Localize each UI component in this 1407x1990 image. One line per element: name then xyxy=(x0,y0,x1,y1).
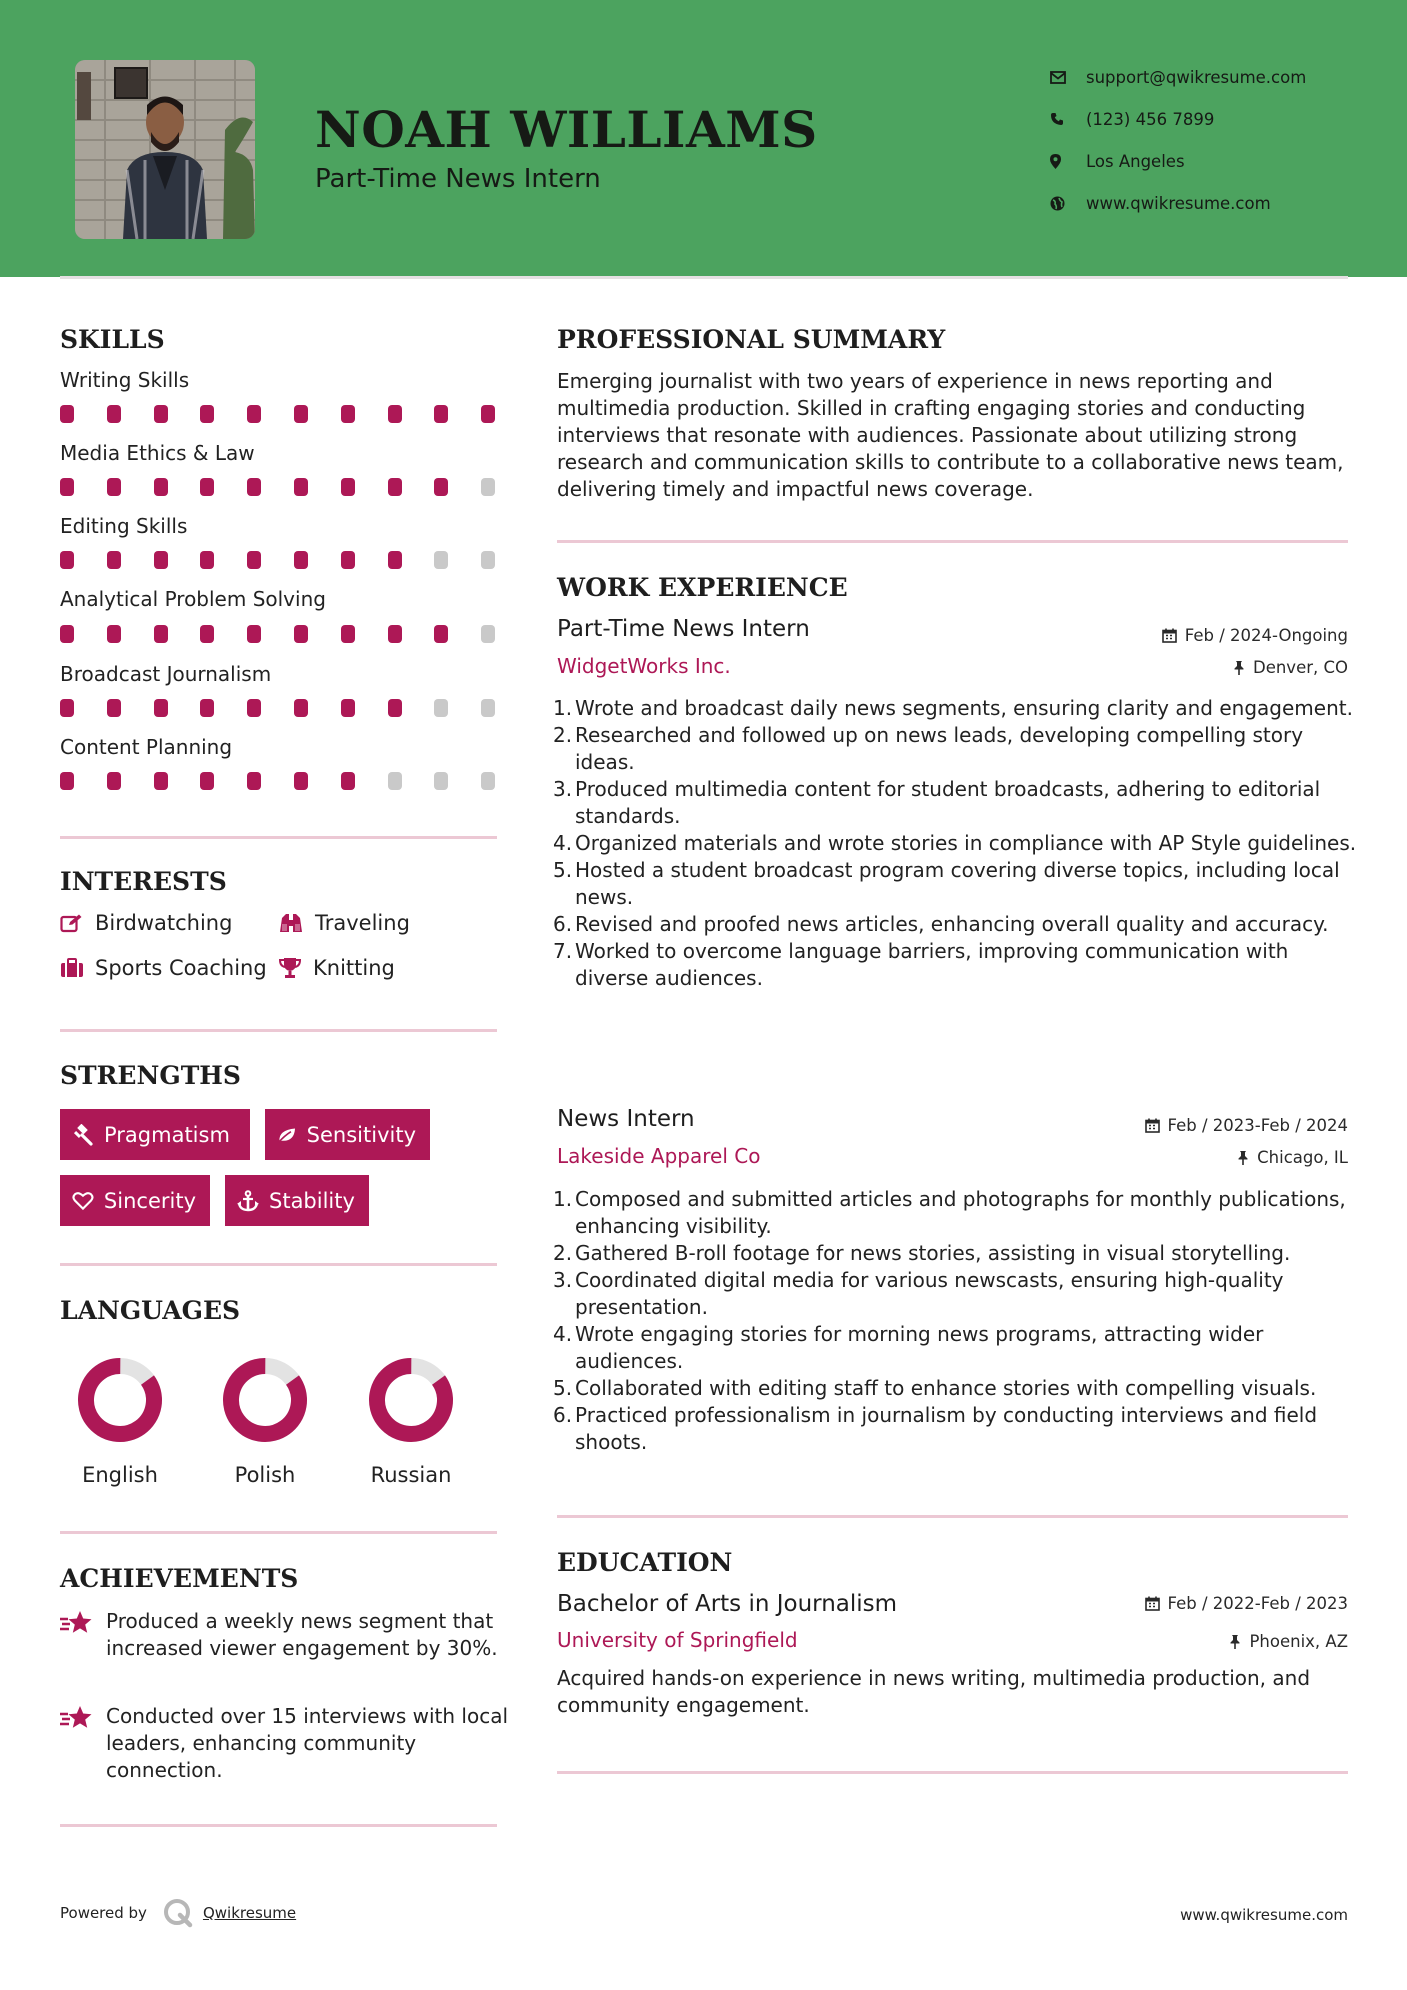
skill-dot-filled xyxy=(247,478,261,496)
interest-item xyxy=(60,911,232,935)
pin-icon xyxy=(1229,1634,1241,1649)
pin-icon xyxy=(1233,660,1245,675)
summary-text: Emerging journalist with two years of experience in news reporting and multimedia production. Skilled in crafting engaging stories and conducting interviews that resonate with audiences. Passionate about utilizing strong research and communication skills to contribute to a collaborative news team, delivering timely and impactful news coverage. xyxy=(557,369,1344,501)
interests-title: INTERESTS xyxy=(60,867,227,896)
job-bullet: 4. Organized materials and wrote stories in compliance with AP Style guidelines. xyxy=(553,831,1357,855)
skill-dot-filled xyxy=(200,625,214,643)
footer-powered-by xyxy=(60,1896,296,1930)
job-dates xyxy=(1145,1116,1348,1135)
job-bullet: 7. Worked to overcome language barriers, improving communication with diverse audiences. xyxy=(553,939,1289,990)
interest-item xyxy=(278,956,395,980)
education-location xyxy=(1229,1632,1348,1651)
job-bullets xyxy=(553,695,1357,992)
language-donut-fill xyxy=(220,1355,310,1445)
skill-dot-filled xyxy=(107,625,121,643)
skill-dot-filled xyxy=(154,478,168,496)
star-icon xyxy=(60,1610,94,1636)
job-dates-text: Feb / 2024-Ongoing xyxy=(1184,626,1348,645)
skill-dot-filled xyxy=(294,551,308,569)
header-rule xyxy=(60,276,1348,279)
calendar-icon xyxy=(1145,1118,1160,1133)
header-banner xyxy=(0,0,1407,277)
skill-dot-filled xyxy=(434,478,448,496)
job-bullet: 2. Researched and followed up on news leads, developing compelling story ideas. xyxy=(553,723,1304,774)
education-location-text: Phoenix, AZ xyxy=(1249,1632,1348,1651)
skill-dot-filled xyxy=(107,772,121,790)
contact-location xyxy=(1050,140,1380,182)
language-name: Russian xyxy=(370,1463,452,1487)
skill-dot-filled xyxy=(388,625,402,643)
skill-dot-filled xyxy=(434,625,448,643)
skill-dot-filled xyxy=(60,551,74,569)
skill-dot-filled xyxy=(247,551,261,569)
job-dates xyxy=(1162,626,1348,645)
job-company: Lakeside Apparel Co xyxy=(557,1144,761,1168)
job-company: WidgetWorks Inc. xyxy=(557,654,731,678)
strength-label: Sensitivity xyxy=(306,1122,416,1147)
skill-rating xyxy=(60,405,500,423)
skill-name: Broadcast Journalism xyxy=(60,662,272,686)
skill-dot-filled xyxy=(341,405,355,423)
envelope-icon xyxy=(1050,71,1086,84)
contact-email[interactable] xyxy=(1050,56,1380,98)
achievement-text: Produced a weekly news segment that increased viewer engagement by 30%. xyxy=(106,1609,498,1660)
language-item xyxy=(45,1355,195,1487)
language-donut xyxy=(75,1355,165,1445)
job-location-text: Chicago, IL xyxy=(1257,1148,1348,1167)
trophy-icon xyxy=(278,957,302,979)
job-location xyxy=(1233,658,1348,677)
strength-label: Sincerity xyxy=(103,1188,196,1213)
degree-title: Bachelor of Arts in Journalism xyxy=(557,1591,898,1617)
skill-name: Media Ethics & Law xyxy=(60,441,255,465)
contact-list xyxy=(1050,56,1380,224)
job-location-text: Denver, CO xyxy=(1252,658,1348,677)
skill-dot-filled xyxy=(154,551,168,569)
skill-dot-filled xyxy=(341,551,355,569)
education-text: Acquired hands-on experience in news writing, multimedia production, and community engagement. xyxy=(557,1666,1311,1717)
skill-dot-filled xyxy=(247,699,261,717)
globe-icon xyxy=(1050,196,1086,211)
footer-url[interactable]: www.qwikresume.com xyxy=(1180,1906,1348,1924)
heart-icon xyxy=(72,1191,94,1211)
language-item xyxy=(336,1355,486,1487)
skill-dot-filled xyxy=(154,625,168,643)
skill-dot-filled xyxy=(481,405,495,423)
qwikresume-logo-icon xyxy=(161,1896,195,1930)
language-donut xyxy=(366,1355,456,1445)
map-marker-icon xyxy=(1050,154,1086,169)
section-divider xyxy=(557,1515,1348,1518)
interest-item xyxy=(278,911,410,935)
interest-label: Sports Coaching xyxy=(95,956,267,980)
interest-item xyxy=(60,956,267,980)
interest-label: Knitting xyxy=(313,956,395,980)
skill-dot-empty xyxy=(481,478,495,496)
skill-dot-filled xyxy=(107,551,121,569)
job-bullet: 3. Coordinated digital media for various newscasts, ensuring high-quality presentation. xyxy=(553,1268,1284,1319)
skill-dot-filled xyxy=(341,772,355,790)
skill-rating xyxy=(60,699,500,717)
skill-dot-filled xyxy=(60,625,74,643)
skill-dot-filled xyxy=(388,551,402,569)
skill-name: Editing Skills xyxy=(60,514,188,538)
skill-dot-empty xyxy=(434,551,448,569)
edit-icon xyxy=(60,913,84,933)
skill-dot-filled xyxy=(294,405,308,423)
skill-name: Analytical Problem Solving xyxy=(60,587,326,611)
skill-dot-filled xyxy=(388,478,402,496)
language-item xyxy=(190,1355,340,1487)
skill-dot-empty xyxy=(481,699,495,717)
powered-by-text: Powered by xyxy=(60,1904,147,1922)
phone-icon xyxy=(1050,112,1086,126)
skill-rating xyxy=(60,551,500,569)
skill-dot-empty xyxy=(388,772,402,790)
skills-title: SKILLS xyxy=(60,325,165,354)
profile-photo xyxy=(75,60,255,239)
skill-dot-filled xyxy=(107,699,121,717)
skill-dot-filled xyxy=(341,478,355,496)
skill-dot-empty xyxy=(481,625,495,643)
skill-dot-filled xyxy=(247,405,261,423)
pin-icon xyxy=(1237,1150,1249,1165)
skill-dot-filled xyxy=(107,405,121,423)
language-donut-fill xyxy=(75,1355,165,1445)
job-bullet: 1. Wrote and broadcast daily news segments, ensuring clarity and engagement. xyxy=(553,696,1353,720)
skill-rating xyxy=(60,478,500,496)
skill-dot-empty xyxy=(434,772,448,790)
leaf-icon xyxy=(277,1125,297,1145)
skill-dot-filled xyxy=(294,772,308,790)
skill-dot-filled xyxy=(60,405,74,423)
candidate-role: Part-Time News Intern xyxy=(315,164,601,194)
job-title: Part-Time News Intern xyxy=(557,616,810,642)
briefcase-icon xyxy=(60,958,84,978)
qwikresume-link[interactable]: Qwikresume xyxy=(202,1904,297,1922)
skill-dot-filled xyxy=(154,699,168,717)
skill-dot-filled xyxy=(341,699,355,717)
job-bullet: 4. Wrote engaging stories for morning news programs, attracting wider audiences. xyxy=(553,1322,1264,1373)
achievement-text: Conducted over 15 interviews with local leaders, enhancing community connection. xyxy=(106,1704,509,1782)
job-bullet: 2. Gathered B-roll footage for news stories, assisting in visual storytelling. xyxy=(553,1241,1291,1265)
strength-badge xyxy=(60,1175,210,1226)
strength-badge xyxy=(265,1109,430,1160)
interest-label: Birdwatching xyxy=(95,911,233,935)
skill-dot-empty xyxy=(481,551,495,569)
summary-title: PROFESSIONAL SUMMARY xyxy=(557,325,946,354)
calendar-icon xyxy=(1145,1596,1160,1611)
skill-name: Writing Skills xyxy=(60,368,190,392)
section-divider xyxy=(60,1824,497,1827)
job-bullet: 6. Revised and proofed news articles, enhancing overall quality and accuracy. xyxy=(553,912,1329,936)
skill-dot-filled xyxy=(200,405,214,423)
skill-dot-filled xyxy=(294,625,308,643)
job-dates-text: Feb / 2023-Feb / 2024 xyxy=(1167,1116,1348,1135)
education-dates xyxy=(1145,1594,1348,1613)
skill-dot-empty xyxy=(481,772,495,790)
star-icon xyxy=(60,1705,94,1731)
skill-dot-filled xyxy=(388,699,402,717)
strengths-title: STRENGTHS xyxy=(60,1061,241,1090)
skill-dot-filled xyxy=(200,699,214,717)
calendar-icon xyxy=(1162,628,1177,643)
section-divider xyxy=(60,1029,497,1032)
skill-dot-filled xyxy=(200,478,214,496)
skill-dot-filled xyxy=(341,625,355,643)
contact-phone-text: (123) 456 7899 xyxy=(1086,109,1215,129)
skill-dot-filled xyxy=(154,772,168,790)
skill-dot-filled xyxy=(60,772,74,790)
education-title: EDUCATION xyxy=(557,1548,733,1577)
strength-label: Stability xyxy=(269,1188,355,1213)
section-divider xyxy=(60,1263,497,1266)
strength-badge xyxy=(225,1175,369,1226)
skill-dot-filled xyxy=(294,699,308,717)
education-dates-text: Feb / 2022-Feb / 2023 xyxy=(1167,1594,1348,1613)
job-bullet: 3. Produced multimedia content for student broadcasts, adhering to editorial standards. xyxy=(553,777,1321,828)
contact-phone[interactable] xyxy=(1050,98,1380,140)
section-divider xyxy=(557,540,1348,543)
strength-label: Pragmatism xyxy=(104,1122,230,1147)
contact-location-text: Los Angeles xyxy=(1086,151,1185,171)
skill-name: Content Planning xyxy=(60,735,233,759)
language-donut-fill xyxy=(366,1355,456,1445)
skill-dot-filled xyxy=(107,478,121,496)
section-divider xyxy=(557,1771,1348,1774)
skill-dot-filled xyxy=(434,405,448,423)
section-divider xyxy=(60,836,497,839)
job-location xyxy=(1237,1148,1348,1167)
language-name: Polish xyxy=(234,1463,296,1487)
skill-dot-filled xyxy=(60,478,74,496)
job-bullet: 5. Hosted a student broadcast program covering diverse topics, including local news. xyxy=(553,858,1340,909)
job-bullet: 5. Collaborated with editing staff to enhance stories with compelling visuals. xyxy=(553,1376,1317,1400)
achievements-title: ACHIEVEMENTS xyxy=(60,1564,299,1593)
job-bullets xyxy=(553,1186,1357,1456)
section-divider xyxy=(60,1531,497,1534)
gavel-icon xyxy=(72,1124,94,1146)
achievement-item xyxy=(60,1608,510,1662)
skill-dot-filled xyxy=(154,405,168,423)
skill-dot-empty xyxy=(434,699,448,717)
contact-email-text: support@qwikresume.com xyxy=(1086,67,1307,87)
education-school: University of Springfield xyxy=(557,1628,798,1652)
skill-dot-filled xyxy=(294,478,308,496)
skill-rating xyxy=(60,772,500,790)
language-donut xyxy=(220,1355,310,1445)
languages-title: LANGUAGES xyxy=(60,1296,241,1325)
skill-dot-filled xyxy=(388,405,402,423)
job-title: News Intern xyxy=(557,1106,695,1132)
skill-rating xyxy=(60,625,500,643)
interest-label: Traveling xyxy=(315,911,410,935)
anchor-icon xyxy=(237,1190,259,1212)
binoculars-icon xyxy=(278,912,304,934)
skill-dot-filled xyxy=(200,551,214,569)
skill-dot-filled xyxy=(247,772,261,790)
strength-badge xyxy=(60,1109,250,1160)
achievement-item xyxy=(60,1703,510,1784)
skill-dot-filled xyxy=(200,772,214,790)
language-name: English xyxy=(82,1463,158,1487)
job-bullet: 6. Practiced professionalism in journalism by conducting interviews and field shoots. xyxy=(553,1403,1318,1454)
skill-dot-filled xyxy=(247,625,261,643)
skill-dot-filled xyxy=(60,699,74,717)
experience-title: WORK EXPERIENCE xyxy=(557,573,848,602)
contact-website-text: www.qwikresume.com xyxy=(1086,193,1271,213)
candidate-name: NOAH WILLIAMS xyxy=(315,100,818,159)
contact-website[interactable] xyxy=(1050,182,1380,224)
job-bullet: 1. Composed and submitted articles and photographs for monthly publications, enhancing visibility. xyxy=(553,1187,1346,1238)
